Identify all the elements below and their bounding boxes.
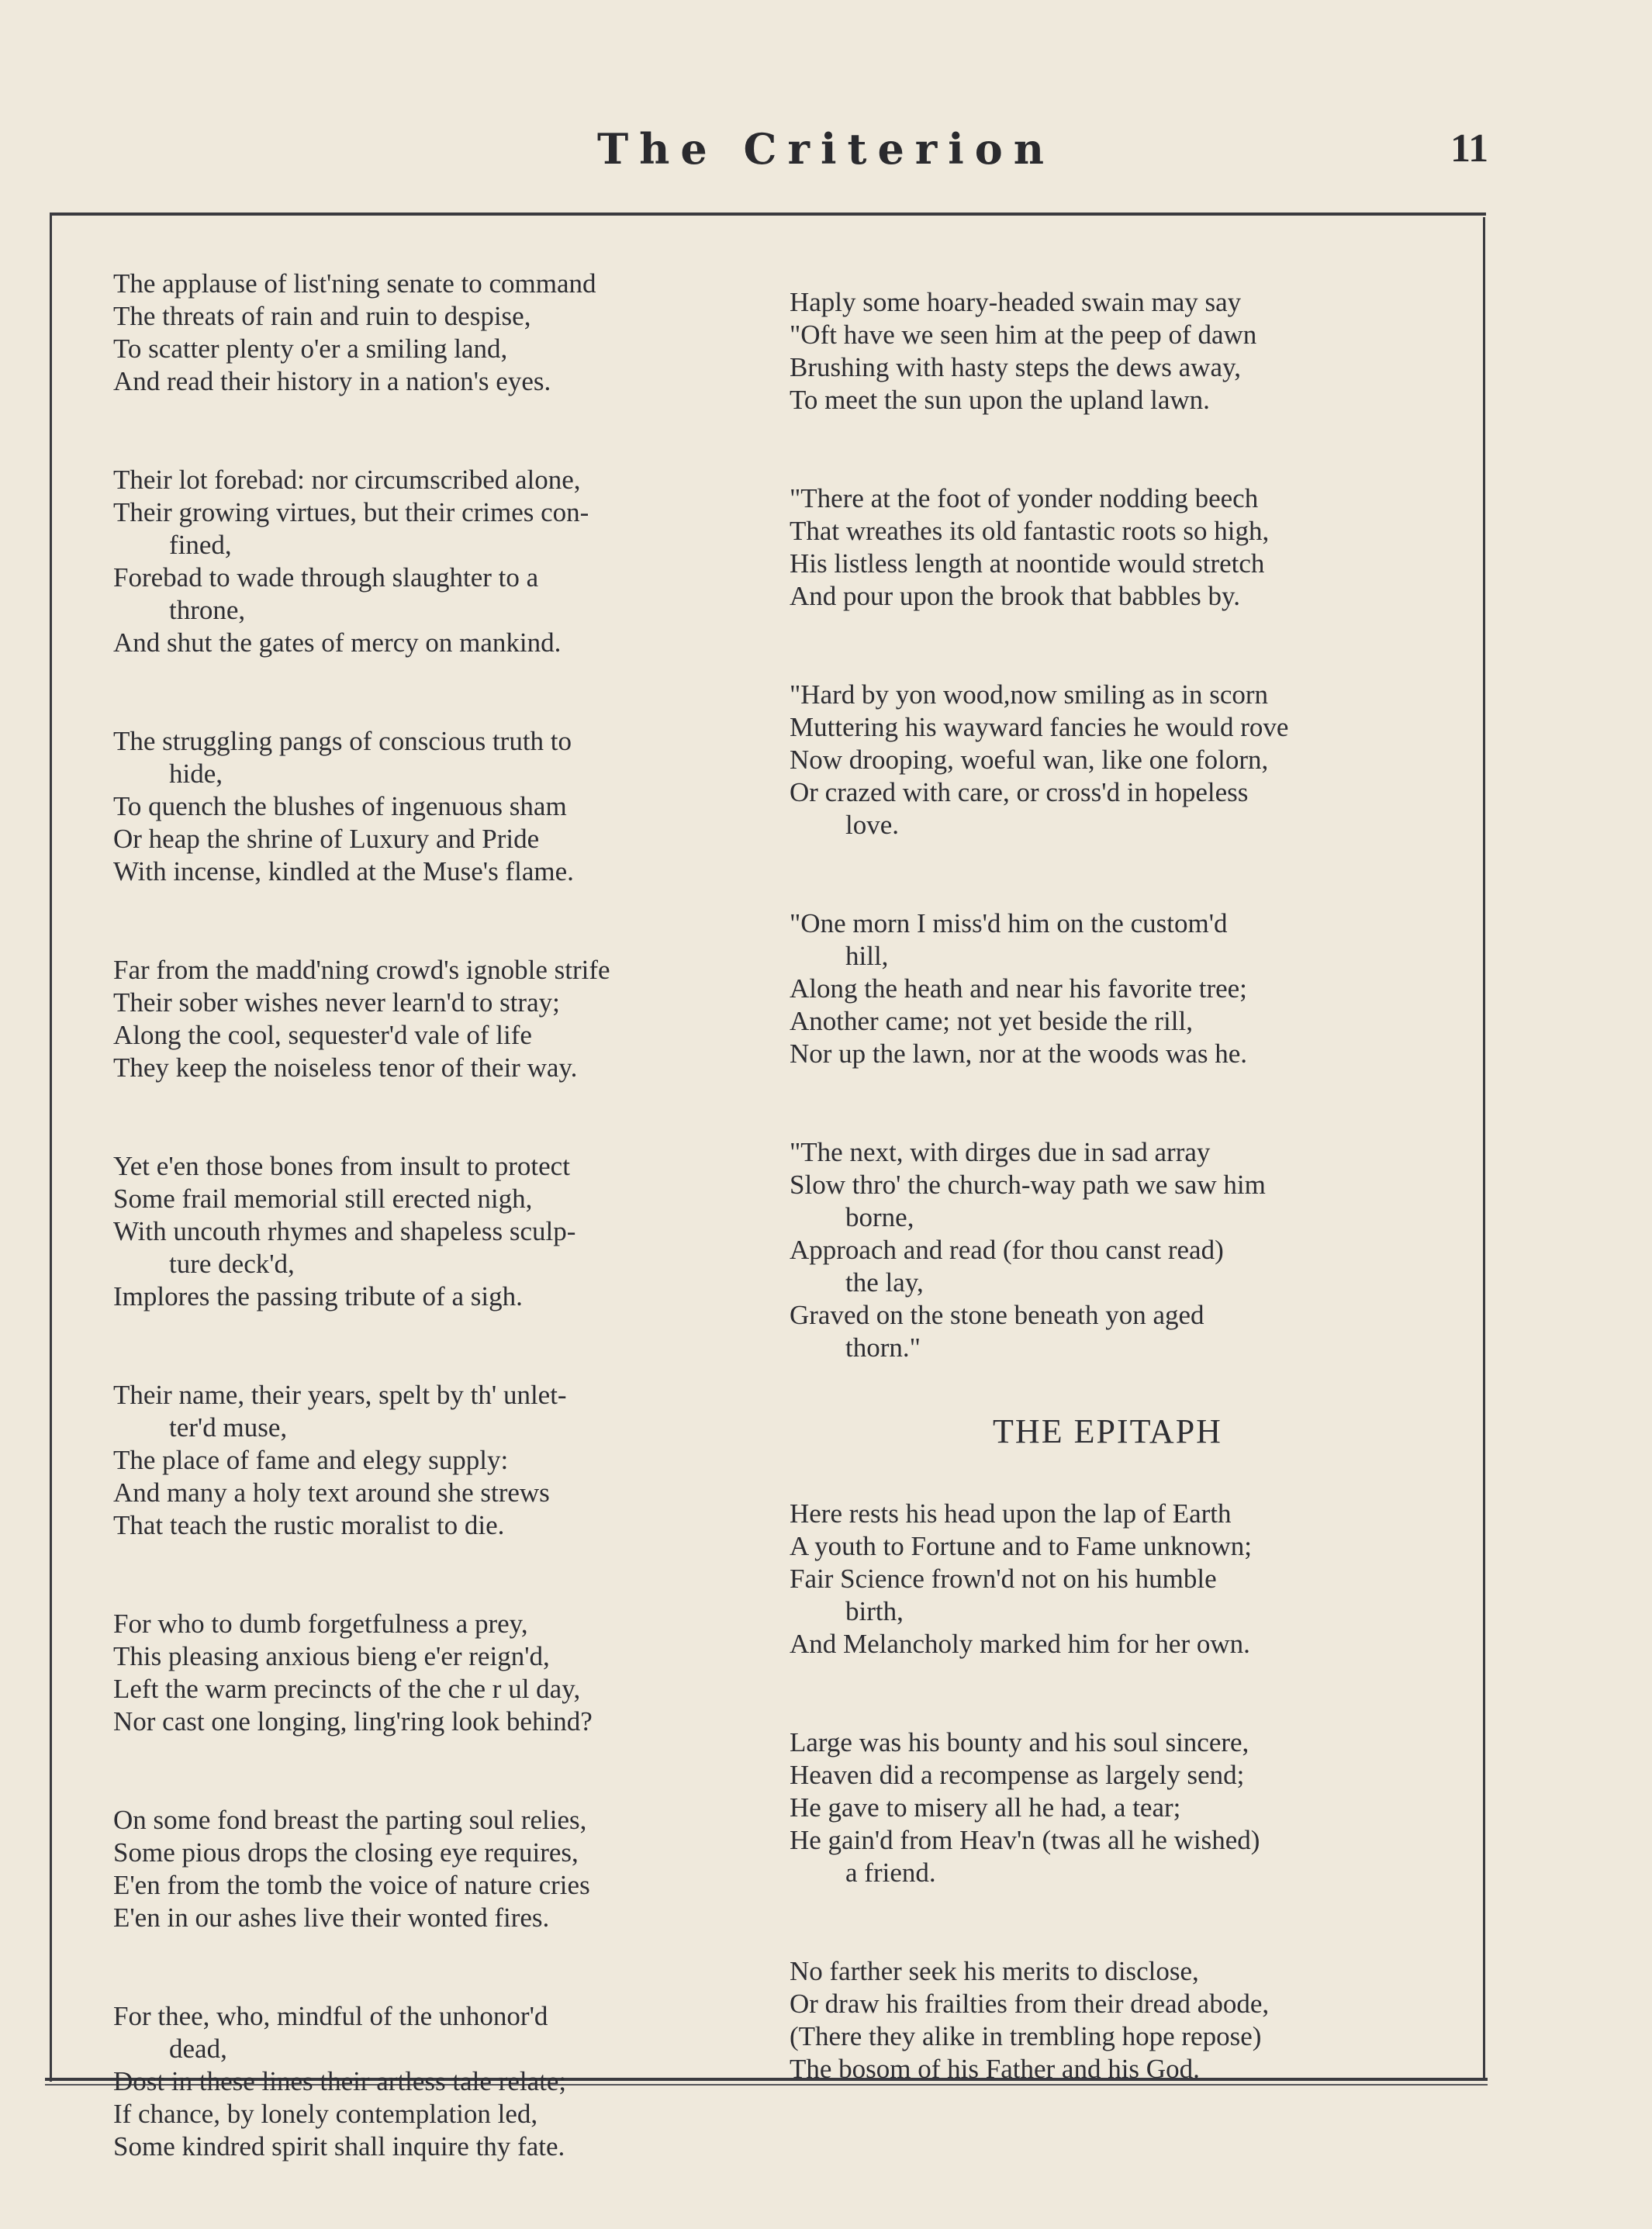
- poem-line: Fair Science frown'd not on his humble: [790, 1564, 1217, 1594]
- stanza: [113, 1150, 734, 1313]
- poem-line: On some fond breast the parting soul relies,: [113, 1805, 587, 1835]
- poem-line: The place of fame and elegy supply:: [113, 1445, 509, 1475]
- poem-line: Heaven did a recompense as largely send;: [790, 1760, 1245, 1790]
- stanza: [113, 725, 734, 888]
- poem-line: love.: [845, 810, 900, 840]
- poem-line: The bosom of his Father and his God.: [790, 2054, 1200, 2084]
- stanza: [790, 679, 1426, 841]
- poem-line: Or heap the shrine of Luxury and Pride: [113, 824, 540, 854]
- poem-line: And read their history in a nation's eyes.: [113, 366, 551, 396]
- poem-line: birth,: [845, 1596, 904, 1626]
- epitaph-heading: THE EPITAPH: [993, 1412, 1222, 1450]
- poem-line: Far from the madd'ning crowd's ignoble strife: [113, 955, 610, 985]
- poem-line: For who to dumb forgetfulness a prey,: [113, 1609, 528, 1639]
- poem-line: Muttering his wayward fancies he would rove: [790, 712, 1289, 742]
- poem-line: The struggling pangs of conscious truth to: [113, 726, 572, 756]
- poem-line: With uncouth rhymes and shapeless sculp-: [113, 1216, 576, 1246]
- frame-right-rule: [1483, 217, 1485, 2079]
- poem-line: This pleasing anxious bieng e'er reign'd,: [113, 1641, 550, 1671]
- poem-line: And many a holy text around she strews: [113, 1477, 550, 1508]
- poem-line: Forebad to wade through slaughter to a: [113, 562, 539, 593]
- frame-left-rule: [50, 213, 52, 2082]
- poem-line: "Hard by yon wood,now smiling as in scorn: [790, 679, 1269, 710]
- poem-line: Along the cool, sequester'd vale of life: [113, 1020, 532, 1050]
- poem-line: "There at the foot of yonder nodding beech: [790, 483, 1259, 513]
- poem-line: Or crazed with care, or cross'd in hopeless: [790, 777, 1249, 807]
- stanza: [790, 1955, 1426, 2086]
- epitaph-stanzas: [790, 1498, 1426, 2086]
- poem-line: Approach and read (for thou canst read): [790, 1235, 1224, 1265]
- poem-line: Nor cast one longing, ling'ring look behind?: [113, 1706, 593, 1737]
- poem-line: "Oft have we seen him at the peep of dawn: [790, 320, 1257, 350]
- poem-line: Along the heath and near his favorite tree;: [790, 973, 1247, 1004]
- poem-line: They keep the noiseless tenor of their way.: [113, 1052, 578, 1083]
- poem-line: No farther seek his merits to disclose,: [790, 1956, 1199, 1986]
- poem-line: dead,: [169, 2034, 227, 2064]
- poem-line: Their growing virtues, but their crimes con-: [113, 497, 589, 527]
- poem-line: For thee, who, mindful of the unhonor'd: [113, 2001, 548, 2031]
- poem-line: Slow thro' the church-way path we saw him: [790, 1170, 1266, 1200]
- left-poem-column: [113, 268, 734, 2229]
- poem-line: Left the warm precincts of the che r ul day,: [113, 1674, 581, 1704]
- right-stanzas: [790, 286, 1426, 1364]
- poem-line: Nor up the lawn, nor at the woods was he.: [790, 1038, 1248, 1069]
- poem-line: "One morn I miss'd him on the custom'd: [790, 908, 1228, 938]
- poem-line: Now drooping, woeful wan, like one folorn,: [790, 745, 1269, 775]
- poem-line: Brushing with hasty steps the dews away,: [790, 352, 1241, 382]
- stanza: [790, 1498, 1426, 1661]
- poem-line: E'en from the tomb the voice of nature cries: [113, 1870, 590, 1900]
- poem-line: Dost in these lines their artless tale relate;: [113, 2066, 567, 2096]
- poem-line: And Melancholy marked him for her own.: [790, 1629, 1250, 1659]
- poem-line: He gain'd from Heav'n (twas all he wished): [790, 1825, 1260, 1855]
- poem-line: throne,: [169, 595, 246, 625]
- stanza: [790, 286, 1426, 416]
- poem-line: Their name, their years, spelt by th' unlet-: [113, 1380, 567, 1410]
- poem-line: Another came; not yet beside the rill,: [790, 1006, 1193, 1036]
- poem-line: A youth to Fortune and to Fame unknown;: [790, 1531, 1252, 1561]
- poem-line: Haply some hoary-headed swain may say: [790, 287, 1242, 317]
- stanza: [113, 1608, 734, 1738]
- stanza: [113, 1804, 734, 1934]
- poem-line: Some pious drops the closing eye requires,: [113, 1837, 579, 1868]
- poem-line: He gave to misery all he had, a tear;: [790, 1792, 1181, 1823]
- poem-line: Here rests his head upon the lap of Earth: [790, 1498, 1232, 1529]
- poem-line: hill,: [845, 941, 889, 971]
- poem-line: Some frail memorial still erected nigh,: [113, 1184, 533, 1214]
- right-poem-column: [790, 268, 1426, 2151]
- poem-line: The threats of rain and ruin to despise,: [113, 301, 531, 331]
- poem-line: To scatter plenty o'er a smiling land,: [113, 333, 508, 364]
- poem-line: To meet the sun upon the upland lawn.: [790, 385, 1210, 415]
- poem-line: hide,: [169, 759, 223, 789]
- poem-line: (There they alike in trembling hope repose): [790, 2021, 1262, 2051]
- stanza: [113, 1379, 734, 1542]
- poem-line: thorn.": [845, 1332, 921, 1363]
- stanza: [113, 268, 734, 398]
- stanza: [790, 907, 1426, 1070]
- poem-line: Yet e'en those bones from insult to protect: [113, 1151, 570, 1181]
- stanza: [790, 1726, 1426, 1889]
- poem-line: The applause of list'ning senate to command: [113, 268, 596, 299]
- poem-line: That teach the rustic moralist to die.: [113, 1510, 505, 1540]
- poem-line: Some kindred spirit shall inquire thy fate.: [113, 2131, 565, 2162]
- stanza: [113, 954, 734, 1084]
- poem-line: And shut the gates of mercy on mankind.: [113, 627, 562, 658]
- frame-top-rule: [51, 213, 1486, 216]
- poem-line: With incense, kindled at the Muse's flame.: [113, 856, 574, 886]
- poem-line: ture deck'd,: [169, 1249, 295, 1279]
- poem-line: the lay,: [845, 1267, 924, 1298]
- poem-line: ter'd muse,: [169, 1412, 288, 1443]
- poem-line: If chance, by lonely contemplation led,: [113, 2099, 538, 2129]
- poem-line: Their sober wishes never learn'd to stray;: [113, 987, 560, 1018]
- poem-line: Large was his bounty and his soul sincere,: [790, 1727, 1249, 1757]
- page-header-title: The Criterion: [596, 124, 1056, 174]
- poem-line: Their lot forebad: nor circumscribed alone,: [113, 465, 581, 495]
- poem-line: To quench the blushes of ingenuous sham: [113, 791, 567, 821]
- stanza: [113, 464, 734, 659]
- stanza: [790, 1136, 1426, 1364]
- poem-line: E'en in our ashes live their wonted fires.: [113, 1902, 550, 1933]
- poem-line: Implores the passing tribute of a sigh.: [113, 1281, 523, 1311]
- poem-line: And pour upon the brook that babbles by.: [790, 581, 1240, 611]
- poem-line: borne,: [845, 1202, 914, 1232]
- poem-line: Graved on the stone beneath yon aged: [790, 1300, 1204, 1330]
- poem-line: "The next, with dirges due in sad array: [790, 1137, 1211, 1167]
- stanza: [790, 482, 1426, 613]
- page-number: 11: [1450, 126, 1489, 171]
- poem-line: fined,: [169, 530, 232, 560]
- poem-line: a friend.: [845, 1858, 936, 1888]
- poem-line: Or draw his frailties from their dread abode,: [790, 1989, 1270, 2019]
- poem-line: That wreathes its old fantastic roots so high,: [790, 516, 1270, 546]
- poem-line: His listless length at noontide would stretch: [790, 548, 1265, 579]
- stanza: [113, 2000, 734, 2163]
